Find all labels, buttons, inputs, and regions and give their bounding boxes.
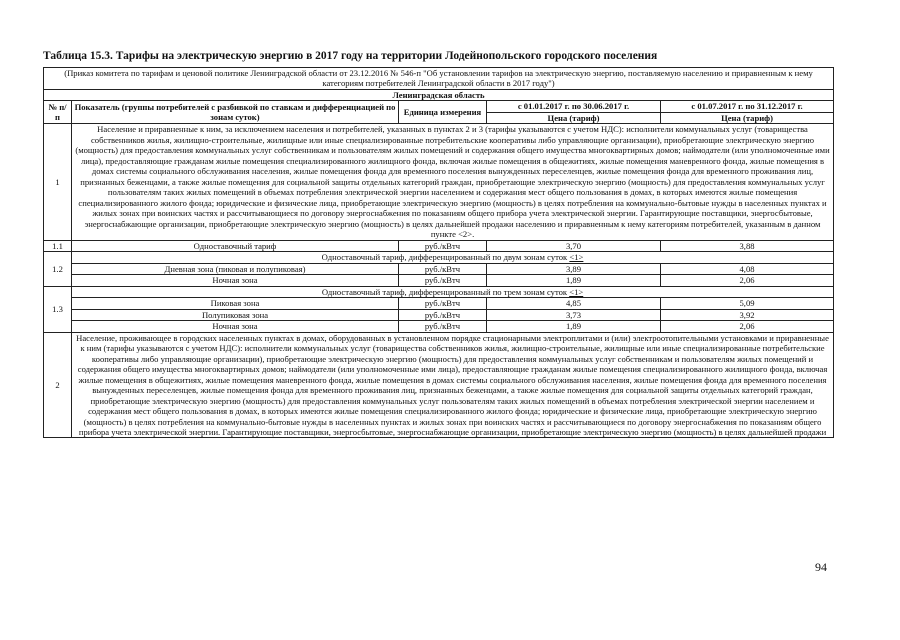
table-row — [44, 298, 834, 309]
order-note: (Приказ комитета по тарифам и ценовой политике Ленинградской области от 23.12.2016 № 546-п "Об установлении тарифов на электрическую энергию, поставляемую населению и приравненным к нему категориям потребителей Ленинградской области в 2017 году") — [44, 68, 834, 90]
tariff-table — [43, 67, 834, 438]
caption-1-2 — [72, 252, 834, 263]
row-1-2-day-unit: руб./кВтч — [399, 263, 487, 274]
caption-1-2-text: Одноставочный тариф, дифференцированный по двум зонам суток — [321, 252, 568, 263]
header-unit: Единица измерения — [399, 101, 487, 124]
header-period2: с 01.07.2017 г. по 31.12.2017 г. — [661, 101, 834, 112]
caption-1-3 — [72, 286, 834, 297]
header-num: № п/п — [44, 101, 72, 124]
table-row — [44, 275, 834, 286]
row-1-3-night-label: Ночная зона — [72, 321, 399, 332]
table-title: Таблица 15.3. Тарифы на электрическую энергию в 2017 году на территории Лодейнопольского городского поселения — [43, 50, 658, 62]
row-1-3-halfpeak-label: Полупиковая зона — [72, 309, 399, 320]
row-1-3-num: 1.3 — [44, 286, 72, 332]
row-1-3-night-unit: руб./кВтч — [399, 321, 487, 332]
region-row — [44, 89, 834, 100]
row-1-3-peak-label: Пиковая зона — [72, 298, 399, 309]
table-row — [44, 321, 834, 332]
row-1-2-night-value2: 2,06 — [661, 275, 834, 286]
header-indicator: Показатель (группы потребителей с разбивкой по ставкам и дифференциацией по зонам суток) — [72, 101, 399, 124]
row-1-3-halfpeak-value2: 3,92 — [661, 309, 834, 320]
group2-row — [44, 332, 834, 438]
footnote-ref-1: <1> — [569, 286, 584, 297]
table-row — [44, 263, 834, 274]
group2-num: 2 — [44, 332, 72, 438]
row-1-3-night-value1: 1,89 — [487, 321, 661, 332]
row-1-1-num: 1.1 — [44, 240, 72, 251]
caption-1-3-row — [44, 286, 834, 297]
page-number: 94 — [815, 560, 827, 574]
footnote-ref-1: <1> — [569, 252, 584, 263]
header-period1: с 01.01.2017 г. по 30.06.2017 г. — [487, 101, 661, 112]
group1-num: 1 — [44, 124, 72, 240]
row-1-1-value2: 3,88 — [661, 240, 834, 251]
region-label: Ленинградская область — [44, 89, 834, 100]
row-1-2-night-unit: руб./кВтч — [399, 275, 487, 286]
row-1-3-peak-value2: 5,09 — [661, 298, 834, 309]
row-1-2-day-value2: 4,08 — [661, 263, 834, 274]
row-1-2-night-value1: 1,89 — [487, 275, 661, 286]
group1-text: Население и приравненные к ним, за исключением населения и потребителей, указанных в пунктах 2 и 3 (тарифы указываются с учетом НДС): исполнители коммунальных услуг (товарищества собственников жилья, жилищно-строительные, жилищные или иные специализированные потребительские кооперативы либо управляющие организации), приобретающие электрическую энергию (мощность) для предоставления коммунальных услуг собственникам и пользователям жилых помещений и содержания общего имущества многоквартирных домов; наймодатели (или уполномоченные ими лица), предоставляющие гражданам жилые помещения специализированного жилищного фонда, включая жилые помещения в общежитиях, жилые помещения маневренного фонда, жилые помещения в домах системы социального обслуживания населения, жилые помещения фонда для временного поселения вынужденных переселенцев, жилые помещения фонда для временного проживания лиц, признанных беженцами, а также жилые помещения для социальной защиты отдельных категорий граждан, приобретающие электрическую энергию (мощность) для предоставления коммунальных услуг пользователям таких жилых помещений в объемах потребления электрической энергии населением и содержания мест общего пользования в домах, в которых имеются жилые помещения специализированного жилого фонда; юридические и физические лица, приобретающие электрическую энергию (мощность) в целях потребления на коммунально-бытовые нужды в населенных пунктах и жилых зонах при воинских частях и рассчитывающиеся по договору энергоснабжения по показаниям общего прибора учета электрической энергии. Гарантирующие поставщики, энергосбытовые, энергоснабжающие организации, приобретающие электрическую энергию (мощность) в целях дальнейшей продажи населению и приравненным к нему категориям потребителей, указанным в данном пункте <2>. — [72, 124, 834, 240]
row-1-1-label: Одноставочный тариф — [72, 240, 399, 251]
row-1-3-night-value2: 2,06 — [661, 321, 834, 332]
table-row — [44, 309, 834, 320]
row-1-2-day-label: Дневная зона (пиковая и полупиковая) — [72, 263, 399, 274]
header-price2: Цена (тариф) — [661, 112, 834, 123]
caption-1-2-row — [44, 252, 834, 263]
group1-row — [44, 124, 834, 240]
row-1-1-unit: руб./кВтч — [399, 240, 487, 251]
row-1-1-value1: 3,70 — [487, 240, 661, 251]
row-1-2-day-value1: 3,89 — [487, 263, 661, 274]
table-row — [44, 240, 834, 251]
header-row — [44, 101, 834, 112]
row-1-3-halfpeak-unit: руб./кВтч — [399, 309, 487, 320]
row-1-3-peak-value1: 4,85 — [487, 298, 661, 309]
order-note-row — [44, 68, 834, 90]
caption-1-3-text: Одноставочный тариф, дифференцированный по трем зонам суток — [321, 286, 568, 297]
group2-text: Население, проживающее в городских населенных пунктах в домах, оборудованных в установленном порядке стационарными электроплитами и (или) электроотопительными установками и приравненные к ним (тарифы указываются с учетом НДС): исполнители коммунальных услуг (товарищества собственников жилья, жилищно-строительные, жилищные или иные специализированные потребительские кооперативы либо управляющие организации), приобретающие электрическую энергию (мощность) для предоставления коммунальных услуг собственникам и пользователям жилых помещений и содержания общего имущества многоквартирных домов; наймодатели (или уполномоченные ими лица), предоставляющие гражданам жилые помещения специализированного жилищного фонда, включая жилые помещения в общежитиях, жилые помещения маневренного фонда, жилые помещения в домах системы социального обслуживания населения, жилые помещения фонда для временного поселения вынужденных переселенцев, жилые помещения фонда для временного проживания лиц, признанных беженцами, а также жилые помещения для социальной защиты отдельных категорий граждан, приобретающие электрическую энергию (мощность) для предоставления коммунальных услуг пользователям таких жилых помещений в объемах потребления электрической энергии населением и содержания мест общего пользования в домах, в которых имеются жилые помещения специализированного жилого фонда; юридические и физические лица, приобретающие электрическую энергию (мощность) в целях потребления на коммунально-бытовые нужды в населенных пунктах и жилых зонах при воинских частях и рассчитывающиеся по договору энергоснабжения по показаниям общего прибора учета электрической энергии. Гарантирующие поставщики, энергосбытовые, энергоснабжающие организации, приобретающие электрическую энергию (мощность) в целях дальнейшей продажи — [72, 332, 834, 438]
row-1-3-peak-unit: руб./кВтч — [399, 298, 487, 309]
header-price1: Цена (тариф) — [487, 112, 661, 123]
row-1-2-num: 1.2 — [44, 252, 72, 286]
row-1-3-halfpeak-value1: 3,73 — [487, 309, 661, 320]
row-1-2-night-label: Ночная зона — [72, 275, 399, 286]
